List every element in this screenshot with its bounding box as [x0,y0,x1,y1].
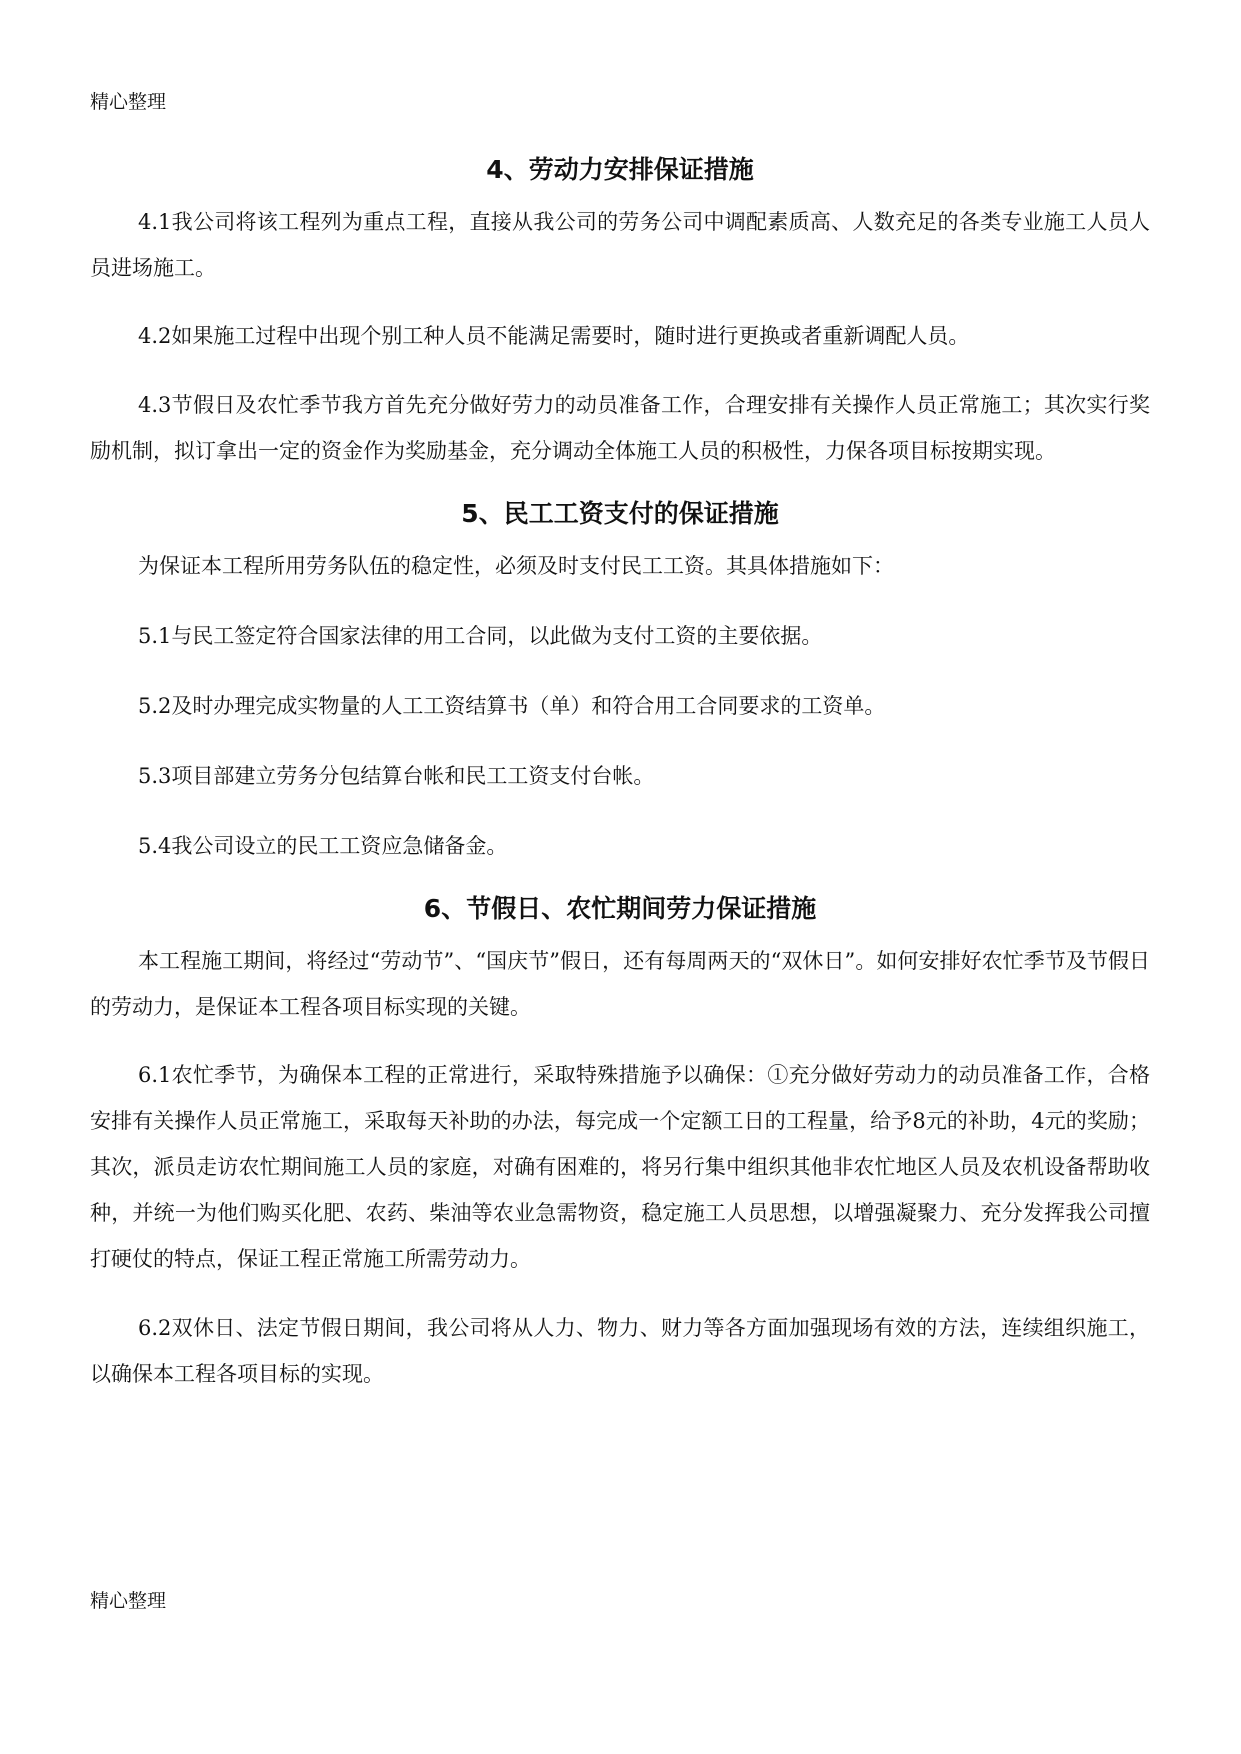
document-body [90,152,1150,1397]
paragraph-4-3: 4.3节假日及农忙季节我方首先充分做好劳力的动员准备工作，合理安排有关操作人员正常施工；其次实行奖励机制，拟订拿出一定的资金作为奖励基金，充分调动全体施工人员的积极性，力保各项目标按期实现。 [90,393,1150,463]
section-4-heading: 4、劳动力安排保证措施 [486,155,754,184]
paragraph-6-1: 6.1农忙季节，为确保本工程的正常进行，采取特殊措施予以确保：①充分做好劳动力的动员准备工作，合格安排有关操作人员正常施工，采取每天补助的办法，每完成一个定额工日的工程量，给予8元的补助，4元的奖励；其次，派员走访农忙期间施工人员的家庭，对确有困难的，将另行集中组织其他非农忙地区人员及农机设备帮助收种，并统一为他们购买化肥、农药、柴油等农业急需物资，稳定施工人员思想，以增强凝聚力、充分发挥我公司擅打硬仗的特点，保证工程正常施工所需劳动力。 [90,1063,1150,1271]
page-header-note: 精心整理 [90,91,167,113]
paragraph-5-2: 5.2及时办理完成实物量的人工工资结算书（单）和符合用工合同要求的工资单。 [138,694,886,718]
section-6-heading: 6、节假日、农忙期间劳力保证措施 [423,894,817,923]
paragraph-5-1: 5.1与民工签定符合国家法律的用工合同，以此做为支付工资的主要依据。 [138,624,823,648]
paragraph-4-2: 4.2如果施工过程中出现个别工种人员不能满足需要时，随时进行更换或者重新调配人员。 [138,324,970,348]
section-5-intro: 为保证本工程所用劳务队伍的稳定性，必须及时支付民工工资。其具体措施如下： [138,554,894,578]
paragraph-5-3: 5.3项目部建立劳务分包结算台帐和民工工资支付台帐。 [138,764,655,788]
page-footer-note: 精心整理 [90,1590,167,1612]
section-5-heading: 5、民工工资支付的保证措施 [461,499,779,528]
paragraph-4-1: 4.1我公司将该工程列为重点工程，直接从我公司的劳务公司中调配素质高、人数充足的各类专业施工人员人员进场施工。 [90,210,1150,280]
paragraph-5-4: 5.4我公司设立的民工工资应急储备金。 [138,834,508,858]
section-6-intro: 本工程施工期间，将经过“劳动节”、“国庆节”假日，还有每周两天的“双休日”。如何安排好农忙季节及节假日的劳动力，是保证本工程各项目标实现的关键。 [90,949,1150,1019]
paragraph-6-2: 6.2双休日、法定节假日期间，我公司将从人力、物力、财力等各方面加强现场有效的方法，连续组织施工，以确保本工程各项目标的实现。 [90,1316,1150,1386]
